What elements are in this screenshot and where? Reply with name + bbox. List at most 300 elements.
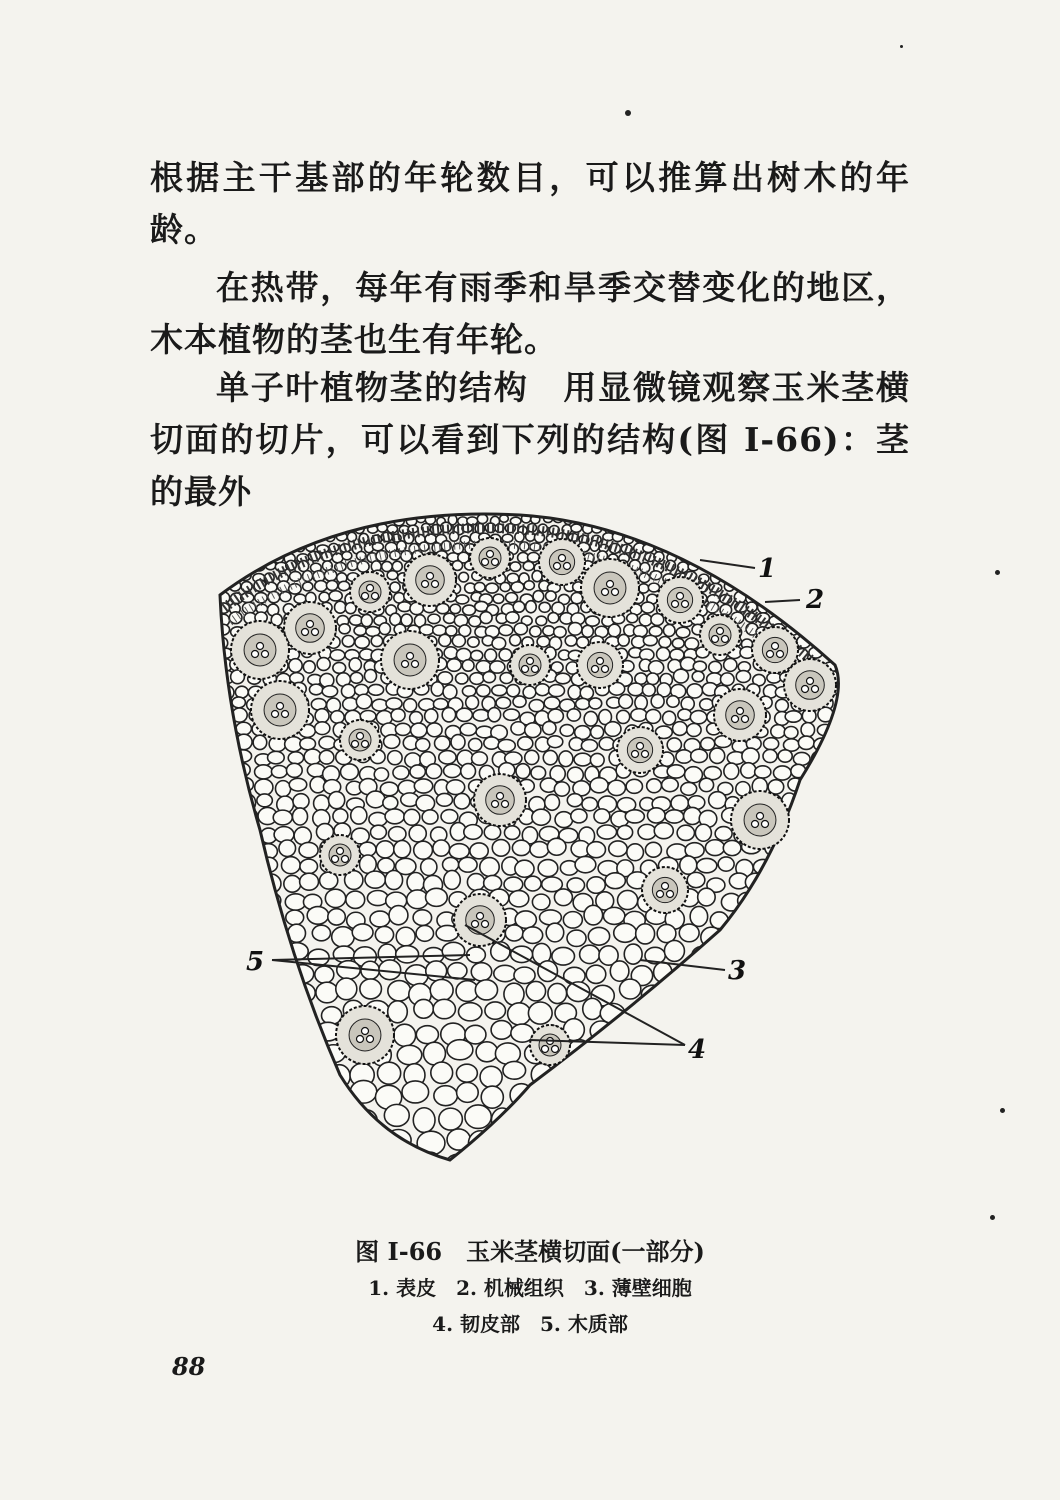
- cell: [221, 944, 242, 965]
- cell: [615, 1023, 638, 1042]
- cell: [809, 1065, 832, 1086]
- cell: [301, 1086, 324, 1108]
- cell: [665, 810, 684, 823]
- cell: [249, 1042, 275, 1060]
- cell: [216, 573, 228, 583]
- cell: [798, 736, 814, 749]
- cell: [304, 534, 314, 542]
- vascular-bundle: [231, 621, 289, 679]
- cell: [627, 844, 644, 861]
- cell: [367, 890, 388, 905]
- cell: [237, 515, 247, 523]
- cell: [530, 626, 541, 637]
- cell: [439, 634, 451, 646]
- cell: [426, 888, 448, 906]
- cell: [584, 711, 597, 726]
- cell: [835, 725, 849, 736]
- cell: [852, 553, 860, 563]
- cell: [709, 661, 722, 673]
- cell: [265, 947, 286, 967]
- cell: [839, 658, 853, 669]
- cell: [669, 535, 678, 545]
- cell: [547, 838, 566, 855]
- cell: [685, 638, 699, 650]
- cell: [468, 637, 480, 647]
- cell: [326, 580, 337, 590]
- cell: [599, 737, 614, 750]
- vascular-bundle: [530, 1025, 570, 1065]
- cell: [250, 1002, 271, 1021]
- cell: [699, 1149, 723, 1169]
- cell: [637, 524, 646, 533]
- cell: [223, 876, 243, 891]
- cell: [216, 697, 231, 710]
- cell: [743, 1082, 766, 1105]
- cell: [203, 658, 216, 671]
- cell: [831, 524, 842, 533]
- cell: [718, 1001, 742, 1020]
- cell: [382, 561, 393, 571]
- cell: [317, 658, 330, 671]
- cell: [220, 808, 239, 825]
- cell: [475, 980, 497, 1000]
- cell: [272, 979, 292, 1000]
- vascular-bundle: [577, 642, 623, 688]
- cell: [459, 857, 477, 872]
- cell: [320, 517, 330, 525]
- cell: [826, 626, 840, 639]
- cell: [333, 809, 348, 824]
- cell: [825, 647, 840, 657]
- cell: [545, 794, 560, 810]
- cell: [844, 573, 854, 581]
- cell: [562, 1154, 588, 1180]
- cell: [202, 604, 215, 614]
- cell: [684, 807, 702, 824]
- cell: [332, 927, 355, 947]
- cell: [791, 535, 800, 545]
- cell: [205, 625, 219, 637]
- cell: [263, 912, 281, 927]
- cell: [464, 825, 482, 840]
- scan-speck: [625, 110, 631, 116]
- cell: [580, 686, 593, 699]
- cell: [793, 551, 804, 560]
- cell: [710, 912, 728, 929]
- cell: [678, 965, 699, 986]
- cell: [811, 829, 827, 843]
- cell: [842, 523, 851, 531]
- cell: [365, 669, 377, 682]
- cell: [377, 1062, 400, 1084]
- figure-caption-title: 图 I-66 玉米茎横切面(一部分): [355, 1237, 705, 1266]
- cell: [371, 635, 382, 646]
- cell: [336, 978, 357, 1000]
- cell: [722, 515, 732, 523]
- cell: [442, 942, 465, 960]
- cell: [568, 1040, 591, 1063]
- cell: [692, 946, 712, 965]
- cell: [493, 1128, 520, 1150]
- cell: [831, 809, 847, 824]
- cell: [431, 1062, 453, 1083]
- cell: [831, 924, 850, 942]
- cell: [628, 683, 643, 696]
- cell: [670, 1153, 696, 1175]
- cell: [830, 562, 841, 570]
- cell: [518, 737, 533, 750]
- cell: [388, 751, 402, 765]
- cell: [816, 909, 838, 927]
- cell: [764, 738, 779, 750]
- cell: [436, 925, 458, 941]
- cell: [379, 623, 390, 635]
- cell: [435, 736, 450, 750]
- cell: [492, 685, 507, 696]
- cell: [626, 524, 635, 533]
- cell: [673, 999, 697, 1020]
- cell: [691, 749, 708, 762]
- cell: [672, 638, 684, 648]
- cell: [608, 624, 620, 637]
- cell: [528, 553, 540, 563]
- cell: [444, 870, 461, 889]
- cell: [636, 924, 655, 944]
- cell: [514, 967, 535, 983]
- cell: [385, 809, 404, 824]
- cell: [240, 532, 250, 541]
- cell: [826, 751, 843, 766]
- cell: [742, 748, 759, 764]
- cell: [222, 1046, 246, 1067]
- cell: [718, 857, 734, 871]
- cell: [257, 794, 272, 807]
- cell: [404, 809, 420, 825]
- cell: [539, 602, 550, 612]
- cell: [637, 515, 648, 524]
- cell: [434, 1086, 458, 1106]
- cell: [430, 979, 453, 1000]
- paragraph-1-text: 根据主干基部的年轮数目，可以推算出树木的年龄。: [150, 158, 910, 249]
- cell: [216, 554, 227, 562]
- cell: [291, 535, 303, 543]
- cell: [770, 544, 779, 553]
- paragraph-3-text: 用显微镜观察玉米茎横切面的切片，可以看到下列的结构(图 I-66)：茎的最外: [150, 368, 911, 511]
- cell: [462, 660, 474, 672]
- cell: [848, 1043, 860, 1066]
- cell: [303, 661, 315, 673]
- cell: [337, 961, 360, 979]
- cell: [628, 1062, 650, 1082]
- cell: [581, 740, 597, 752]
- cell: [239, 891, 261, 906]
- cell: [844, 768, 859, 781]
- paragraph-3: [150, 362, 910, 518]
- cell: [425, 709, 438, 723]
- cell: [796, 810, 815, 824]
- scan-speck: [990, 1215, 995, 1220]
- cell: [806, 514, 815, 523]
- cell: [289, 659, 302, 673]
- cell: [502, 534, 513, 542]
- cell: [801, 723, 815, 737]
- cell: [200, 779, 217, 792]
- cell: [757, 533, 768, 542]
- cell: [673, 669, 688, 683]
- cell: [852, 525, 860, 535]
- cell: [490, 661, 505, 673]
- cell: [647, 524, 656, 534]
- cell: [689, 1132, 714, 1153]
- cell: [248, 515, 258, 524]
- cell: [413, 910, 431, 926]
- cell: [427, 723, 442, 737]
- cell: [618, 1148, 643, 1172]
- cell: [677, 533, 687, 542]
- cell: [271, 765, 287, 777]
- cell: [736, 1025, 761, 1046]
- cell: [533, 591, 544, 602]
- cell: [259, 534, 269, 544]
- cell: [798, 797, 817, 813]
- cell: [761, 583, 772, 592]
- cell: [450, 604, 460, 613]
- vascular-bundle: [539, 539, 585, 585]
- cell: [798, 613, 811, 623]
- cell: [506, 612, 519, 623]
- cell: [647, 779, 662, 793]
- cell: [691, 534, 701, 542]
- cell: [413, 1108, 435, 1133]
- cell: [699, 1104, 726, 1124]
- cell: [219, 778, 236, 794]
- cell: [351, 807, 367, 824]
- cell: [654, 1105, 676, 1130]
- cell: [838, 636, 851, 646]
- cell: [733, 571, 745, 581]
- cell: [379, 960, 401, 980]
- corn-stem-cross-section-figure: [200, 500, 860, 1180]
- cell: [276, 1128, 302, 1150]
- cell: [618, 890, 638, 909]
- cell: [292, 525, 301, 534]
- cell: [752, 516, 761, 525]
- cell: [322, 686, 337, 697]
- cell: [271, 533, 282, 543]
- cell: [410, 765, 425, 778]
- callout-3: 3: [728, 956, 747, 986]
- cell: [825, 615, 838, 627]
- cell: [457, 1083, 479, 1103]
- vascular-bundle: [700, 615, 740, 655]
- cell: [236, 722, 251, 735]
- cell: [785, 592, 796, 604]
- cell: [677, 825, 694, 840]
- cell: [204, 826, 219, 842]
- cell: [698, 888, 715, 906]
- cell: [319, 736, 336, 749]
- cell: [221, 999, 244, 1021]
- cell: [779, 1022, 804, 1042]
- cell: [605, 722, 621, 737]
- cell: [261, 552, 271, 560]
- cell: [710, 515, 720, 525]
- cell: [508, 1003, 531, 1025]
- cell: [452, 635, 465, 647]
- cell: [220, 766, 237, 782]
- cell: [759, 894, 776, 911]
- cell: [843, 839, 860, 856]
- callout-4: 4: [688, 1035, 707, 1065]
- cell: [421, 859, 437, 876]
- cell: [724, 534, 735, 543]
- cell: [365, 871, 385, 888]
- cell: [815, 794, 832, 807]
- cell: [787, 527, 796, 535]
- cell: [847, 811, 860, 828]
- scan-speck: [900, 45, 903, 48]
- cell: [732, 986, 752, 1002]
- cell: [793, 1125, 818, 1150]
- vascular-bundle: [381, 631, 439, 689]
- cell: [732, 1107, 758, 1127]
- cell: [692, 1086, 718, 1107]
- cell: [571, 809, 587, 823]
- cell: [224, 1082, 246, 1105]
- cell: [643, 635, 657, 645]
- cell: [334, 601, 345, 613]
- cell: [454, 793, 470, 809]
- cell: [206, 573, 217, 583]
- cell: [836, 517, 847, 524]
- cell: [775, 515, 784, 523]
- cell: [330, 650, 345, 661]
- cell: [350, 672, 362, 683]
- scan-speck: [1000, 1108, 1005, 1113]
- cell: [359, 842, 376, 856]
- cell: [201, 941, 220, 960]
- cell: [728, 1064, 752, 1085]
- cell: [250, 543, 260, 554]
- cell: [200, 1025, 222, 1046]
- cell: [561, 1084, 588, 1108]
- cell: [414, 841, 433, 859]
- cell: [568, 623, 582, 636]
- cell: [716, 1086, 738, 1105]
- cell: [218, 930, 239, 946]
- cell: [590, 753, 604, 766]
- cell: [780, 1108, 803, 1132]
- cell: [226, 962, 245, 980]
- cell: [201, 1045, 223, 1064]
- cell: [463, 605, 476, 615]
- cell: [619, 694, 633, 708]
- cell: [805, 562, 817, 572]
- cell: [806, 1152, 832, 1178]
- cell: [587, 842, 606, 858]
- cell: [256, 514, 267, 524]
- cell: [205, 683, 217, 697]
- cell: [667, 696, 679, 708]
- cell: [700, 544, 709, 552]
- cell: [784, 581, 796, 591]
- cell: [589, 1156, 613, 1178]
- cell: [812, 1106, 838, 1126]
- cell: [447, 1040, 473, 1060]
- cell: [776, 699, 789, 712]
- cell: [543, 750, 557, 764]
- cell: [568, 685, 581, 699]
- cell: [392, 561, 402, 571]
- cell: [322, 1007, 342, 1025]
- cell: [852, 723, 860, 738]
- cell: [269, 525, 278, 534]
- vascular-bundle: [617, 727, 663, 773]
- cell: [851, 698, 860, 710]
- cell: [220, 751, 234, 767]
- cell: [678, 514, 689, 523]
- cell: [619, 979, 640, 999]
- cell: [227, 515, 236, 524]
- cell: [254, 1111, 276, 1132]
- cell: [278, 516, 288, 524]
- cell: [393, 766, 409, 779]
- callout-2: 2: [806, 585, 825, 615]
- cell: [637, 1151, 665, 1173]
- cell: [747, 1045, 771, 1068]
- cell: [648, 583, 659, 592]
- cell: [645, 842, 661, 857]
- cell: [841, 1148, 860, 1174]
- cell: [790, 959, 811, 980]
- cell: [315, 709, 329, 723]
- cell: [852, 711, 860, 724]
- cell: [347, 532, 356, 541]
- cell: [496, 697, 511, 708]
- cell: [500, 582, 510, 591]
- cell: [460, 536, 470, 544]
- cell: [603, 907, 624, 924]
- cell: [312, 925, 330, 941]
- cell: [657, 647, 670, 660]
- cell: [225, 1132, 253, 1155]
- cell: [329, 792, 345, 809]
- cell: [471, 650, 483, 660]
- cell: [638, 1084, 663, 1104]
- cell: [839, 626, 852, 638]
- cell: [201, 961, 221, 980]
- cell: [200, 1152, 224, 1172]
- cell: [389, 1150, 417, 1175]
- cell: [771, 725, 786, 738]
- cell: [700, 552, 710, 561]
- cell: [299, 1065, 323, 1089]
- cell: [702, 962, 722, 980]
- cell: [369, 812, 387, 826]
- cell: [395, 723, 410, 735]
- cell: [586, 965, 606, 983]
- cell: [271, 1021, 295, 1041]
- cell: [451, 735, 465, 750]
- cell: [697, 858, 717, 872]
- cell: [416, 925, 434, 941]
- cell: [219, 839, 237, 856]
- cell: [845, 1087, 860, 1109]
- cell: [676, 627, 690, 638]
- cell: [389, 827, 406, 842]
- cell: [669, 517, 679, 527]
- cell: [848, 515, 857, 523]
